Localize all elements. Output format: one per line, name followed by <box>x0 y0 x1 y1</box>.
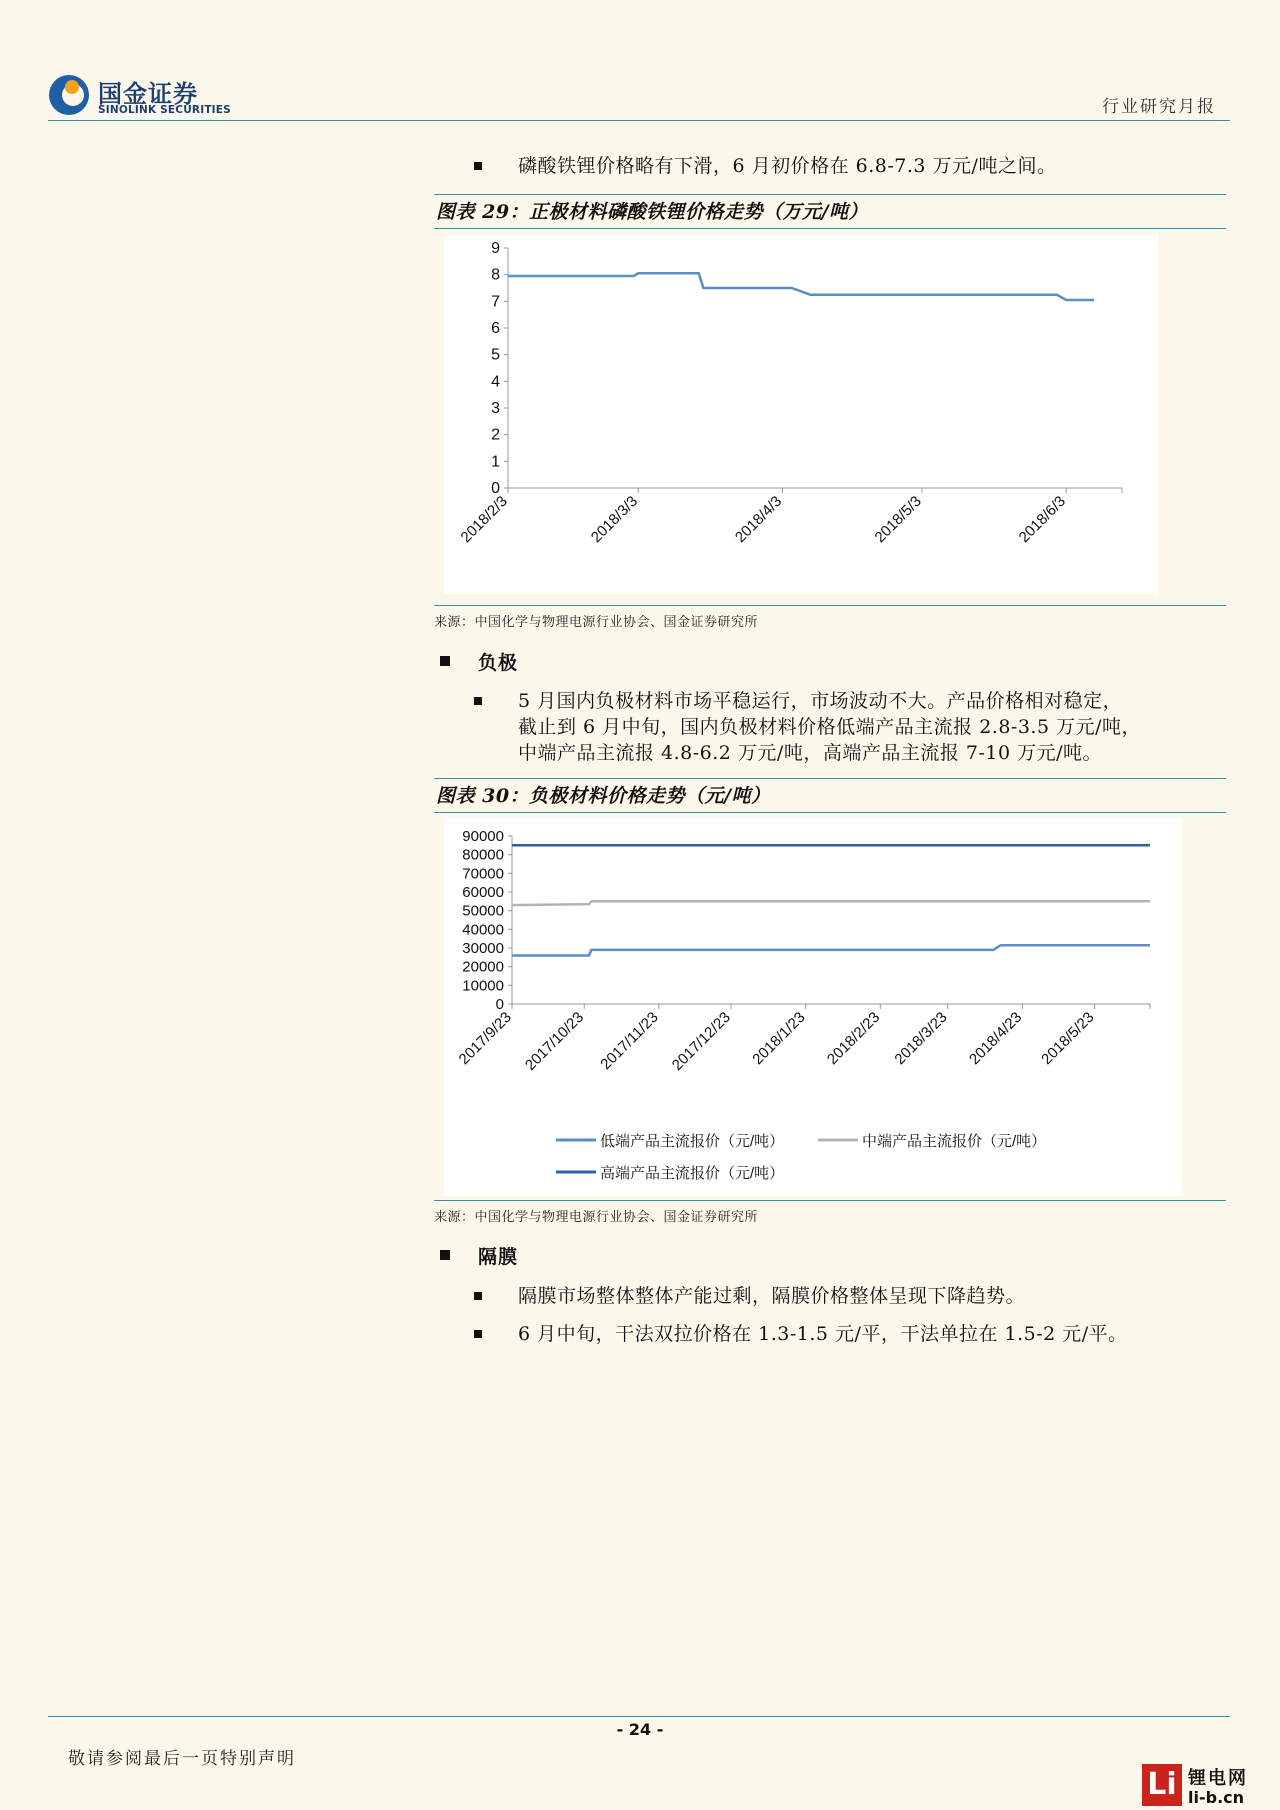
y-tick-label: 40000 <box>462 921 504 939</box>
y-tick-label: 9 <box>491 240 500 257</box>
y-tick-label: 30000 <box>462 940 504 957</box>
separator-text-1: 隔膜市场整体整体产能过剩，隔膜价格整体呈现下降趋势。 <box>518 1285 1026 1307</box>
y-tick-label: 0 <box>491 480 500 497</box>
y-tick-label: 8 <box>491 266 500 284</box>
legend-label: 低端产品主流报价（元/吨） <box>600 1133 785 1150</box>
y-tick-label: 70000 <box>462 865 504 883</box>
x-tick-label: 2018/3/3 <box>587 492 642 547</box>
x-tick-label: 2018/6/3 <box>1015 492 1070 547</box>
watermark-logo <box>1142 1764 1270 1810</box>
logo-text-en: SINOLINK SECURITIES <box>98 104 231 116</box>
y-tick-label: 0 <box>495 996 504 1013</box>
x-tick-label: 2018/1/23 <box>749 1008 809 1069</box>
anode-text-line-1: 5 月国内负极材料市场平稳运行，市场波动不大。产品价格相对稳定， <box>518 690 1123 712</box>
y-tick-label: 1 <box>491 453 500 471</box>
legend-label: 中端产品主流报价（元/吨） <box>862 1133 1047 1150</box>
x-tick-label: 2018/5/23 <box>1038 1008 1098 1069</box>
x-tick-label: 2017/11/23 <box>597 1008 662 1074</box>
chart-lfp-svg <box>444 234 1158 594</box>
section-bullet-marker <box>440 656 450 666</box>
y-tick-label: 2 <box>491 426 500 444</box>
x-tick-label: 2018/2/23 <box>823 1008 884 1069</box>
separator-heading: 隔膜 <box>478 1246 519 1268</box>
watermark-text-en: li-b.cn <box>1188 1788 1245 1807</box>
y-tick-label: 4 <box>491 373 500 391</box>
company-logo <box>48 74 238 120</box>
series-line-2 <box>512 901 1150 905</box>
lfp-price-text: 磷酸铁锂价格略有下滑，6 月初价格在 6.8-7.3 万元/吨之间。 <box>518 155 1057 177</box>
figure-30-source: 来源：中国化学与物理电源行业协会、国金证券研究所 <box>434 1210 759 1225</box>
x-tick-label: 2018/5/3 <box>871 492 925 547</box>
x-tick-label: 2018/4/23 <box>966 1008 1026 1069</box>
figure-29-bottom-rule <box>434 605 1226 606</box>
y-tick-label: 5 <box>491 346 500 364</box>
header-divider <box>48 120 1230 121</box>
disclaimer-text: 敬请参阅最后一页特别声明 <box>68 1749 296 1769</box>
logo-mark-icon <box>48 74 90 116</box>
chart-lfp-price <box>444 234 1158 594</box>
y-tick-label: 7 <box>491 293 500 311</box>
series-line-1 <box>512 945 1150 955</box>
bullet-marker <box>474 1292 482 1300</box>
figure-30-title: 图表 30：负极材料价格走势（元/吨） <box>436 785 771 807</box>
x-tick-label: 2018/2/3 <box>457 492 511 547</box>
x-tick-label: 2018/4/3 <box>731 492 786 547</box>
anode-heading: 负极 <box>478 652 519 674</box>
section-bullet-marker <box>440 1250 450 1260</box>
y-tick-label: 6 <box>491 320 500 337</box>
chart-anode-price <box>444 818 1182 1196</box>
page-number: - 24 - <box>616 1720 664 1739</box>
bullet-marker <box>474 1330 482 1338</box>
chart-anode-svg <box>444 818 1182 1196</box>
y-tick-label: 3 <box>491 400 500 417</box>
figure-29-title-rule <box>434 228 1226 229</box>
logo-text-cn: 国金证券 <box>98 80 198 108</box>
y-tick-label: 90000 <box>462 828 504 845</box>
report-type: 行业研究月报 <box>1102 97 1216 117</box>
bullet-marker <box>474 697 482 705</box>
figure-29-source: 来源：中国化学与物理电源行业协会、国金证券研究所 <box>434 615 759 630</box>
watermark-box: Li <box>1142 1764 1182 1806</box>
y-tick-label: 20000 <box>462 958 504 976</box>
watermark-text-cn: 锂电网 <box>1188 1768 1248 1789</box>
figure-30-bottom-rule <box>434 1200 1226 1201</box>
series-line-1 <box>508 273 1094 300</box>
footer-divider <box>48 1716 1230 1717</box>
figure-30-title-rule <box>434 812 1226 813</box>
figure-29-top-rule <box>434 194 1226 195</box>
x-tick-label: 2017/12/23 <box>668 1008 734 1074</box>
x-tick-label: 2018/3/23 <box>891 1008 951 1069</box>
y-tick-label: 10000 <box>462 977 504 995</box>
x-tick-label: 2017/10/23 <box>521 1008 588 1074</box>
anode-text-line-3: 中端产品主流报 4.8-6.2 万元/吨，高端产品主流报 7-10 万元/吨。 <box>518 742 1102 764</box>
legend-label: 高端产品主流报价（元/吨） <box>600 1165 785 1182</box>
anode-text-line-2: 截止到 6 月中旬，国内负极材料价格低端产品主流报 2.8-3.5 万元/吨， <box>518 716 1142 738</box>
y-tick-label: 60000 <box>462 884 504 901</box>
figure-30-top-rule <box>434 778 1226 779</box>
y-tick-label: 80000 <box>462 846 504 864</box>
separator-text-2: 6 月中旬，干法双拉价格在 1.3-1.5 元/平，干法单拉在 1.5-2 元/平。 <box>518 1323 1128 1345</box>
x-tick-label: 2017/9/23 <box>455 1008 515 1069</box>
bullet-marker <box>474 162 482 170</box>
figure-29-title: 图表 29：正极材料磷酸铁锂价格走势（万元/吨） <box>436 201 868 223</box>
y-tick-label: 50000 <box>462 902 504 920</box>
